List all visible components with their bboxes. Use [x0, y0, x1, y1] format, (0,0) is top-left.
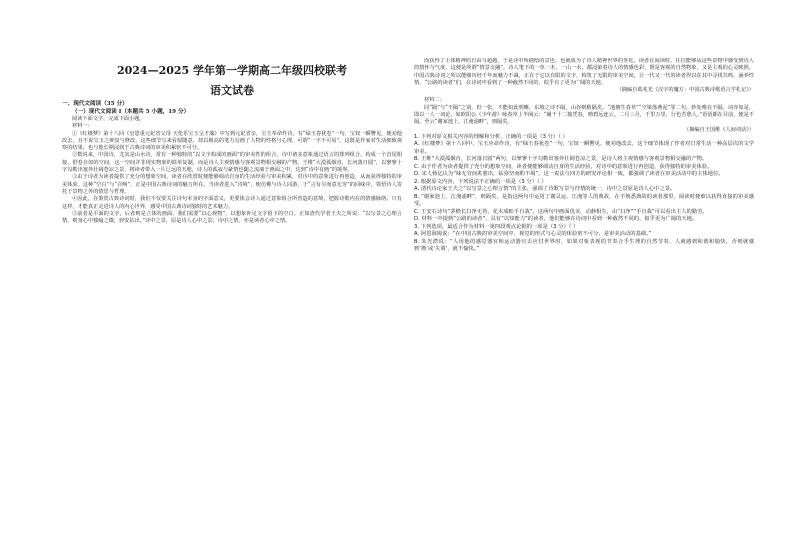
answer-option: A.《红楼梦》第十八回中，宝玉应命作诗，有“绿玉春犹卷”一句，宝钗一瞬瞥见，便劝他改去，这个细节体现了作者对日常生活一种高层次的文学审美。	[414, 141, 754, 155]
material-label: 材料二：	[424, 97, 445, 104]
question-stem: 3. 下列选项，最适合作为材料一第四段观点论据的一项是（3 分）（ ）	[414, 223, 579, 230]
answer-option: B. “谢家池上，江淹浦畔”，则隔矣，是指这两句中运用了谢灵运、江淹等人的典故，在不熟悉典故的读者那里，阅读时便难以获得直接的审美感受。	[414, 193, 754, 208]
paragraph-continuation: 而获得了主体精神的自由与超越，于是诗中所描绘的景色，也就成为了诗人精神世界的外化。读者在阅读时，往往能够从这些景物中感受到诗人的情怀与气度，这便是所谓“情景交融”。诗人笔下的一草一木、一山一水，都浸染着诗人的情感色彩，既是客观的自然物象，又是主观的心灵映照。中国古典诗词之所以能够历经千年而魅力不减，正在于它以有限的文字，构筑了无限的审美空间，让一代又一代的读者得以在其中寻找共鸣、涵养性情。“公路的读者”们，在诗词中看到了一种截然不同的、似乎有了更为广阔的天地。	[414, 58, 754, 86]
subject-title: 语文试卷	[210, 84, 254, 97]
material-paragraph: 同“隔”与“不隔”之别。但一张，不能如此明晰，东坡之诗不隔，山谷则稍隔矣。“池塘生春草”“空梁落燕泥”等二句，妙处唯在不隔。词亦如是。即以一人一词论，如欧阳公《少年游》咏春草上半阕云：“阑干十二独凭春，晴碧远连云。二月三月，千里万里，行色苦愁人。”语语都在目前，便是不隔。至云“谢家池上，江淹浦畔”，则隔矣。	[414, 104, 754, 126]
answer-option: A. 清代诗论家王夫之“以写景之心理言情”的主张，强调了诗歌写景与抒情的统一，诗中之景原是诗人心中之景。	[414, 186, 676, 193]
answer-option: D. 材料一中提到“公路的读者”，具有“以知能力”的读者，他们能够在诗词中看到一种截然不同的、似乎更为广阔的天地。	[414, 216, 698, 223]
exam-title: 2024—2025 学年第一学期高二年级四校联考	[116, 64, 348, 77]
paragraph: ⑤前者是平面的文字，后者则是立体的画面，我们需要“以心观物”，以想象补足文字留下的空白。正如清代学者王夫之所说：“以写景之心理言情，则身心中独喻之微，轻安拈出。”诗中之景，原是诗人心中之景；诗中之情，亦是读者心中之情。	[62, 210, 402, 225]
instruction-text: 阅读下面文字，完成下面小题。	[72, 116, 145, 122]
answer-option: C. 由于作者为读者提供了充分的想象空间，读者便能够调动自身的生活经验，对诗中的意象进行再创造，获得独特的审美体验。	[414, 163, 713, 170]
paragraph: ①《红楼梦》第十八回《皇恩重元妃省父母 天伦乐宝玉呈才藻》中写到元妃省亲，宝玉奉命作诗，有“绿玉春犹卷”一句，宝钗一瞬瞥见，便劝他改去，且不说宝玉之辩驳与修改，这些细节写来看似随意，却以极高的笔力勾画了人物的性格与心理，可谓“一字不可易”。这既是作家对生活细致观察的结果，也与他长期浸润于古典诗词的审美积累密不可分。	[62, 130, 402, 152]
answer-option: B. 王维“大漠孤烟直，长河落日圆”两句，以寥寥十字勾勒出塞外壮阔苍凉之景，是诗人将主观情感与客观景物相交融的产物。	[414, 156, 708, 163]
answer-option: C. 王安石诗句“茅檐长扫净无苔，花木成畦手自栽”，这两句中画面优美，动静相生，由“扫净”“手自栽”可以看出主人的勤劳。	[414, 208, 708, 215]
answer-option: A. 阿恩海姆说：“在中国古典的审美空间中，视觉的形式与心灵的体验密不可分，是审美活动的基础。”	[414, 231, 652, 238]
subsection-heading: （一）现代文阅读 I（本题共 5 小题，19 分）	[72, 109, 190, 115]
paragraph: ④因此，在鉴赏古典诗词时，我们不仅要关注诗句本身的字面意义，更要体会诗人通过意象组合所营造的意境，把握诗歌内在的情感脉络。只有这样，才能真正走进诗人的内心世界，感受中国古典诗词独特的艺术魅力。	[62, 196, 402, 210]
source-citation: （摘编自葛兆光《汉字的魔方：中国古典诗歌语言学札记》）	[616, 87, 754, 94]
right-column	[414, 58, 754, 542]
paragraph: ③由于诗者为读者提供了充分的想象空间，读者在欣赏时便能够调动自身的生活经验与审美积累，对诗中的意象进行再创造，从而获得独特的审美体验。这种“空白”与“召唤”，正是中国古典诗词的魅力所在。当读者进入“诗境”，便仿佛与诗人同游，于“言有尽而意无穷”的回味中，领悟诗人寄托于景物之外的情思与哲理。	[62, 174, 402, 195]
answer-option: B. 朱光潜说：“人用他的感觉器官和运动器官去应付世界时，如果对象表现的节奏合乎生理的自然节奏，人就感到和谐和愉快，否则就感到‘拗’或‘失调’，就不愉快。”	[414, 238, 754, 253]
section-heading: 一、现代文阅读（35 分）	[62, 101, 128, 107]
question-stem: 1. 下列对原文相关内容的理解和分析，正确的一项是（3 分）（ ）	[414, 133, 568, 140]
answer-option: D. 宋人杨亿认为“味无穷而炙愈出，钻弥坚而酌不竭”，这一说法与四方的研究评论相一致，都强调了读者在审美活动中的主体地位。	[414, 171, 724, 178]
left-column	[62, 100, 402, 544]
material-label: 材料一：	[72, 123, 93, 130]
paragraph: ②数说来，中国诗，尤其是山水诗，常有一种独特的“以文字构成的画面”的审美性的组合。诗中诸多意象通过语言的排列组合，构成一个首尾相接、舒卷自如的空间，这一空间并非现实物象的简单复制，而是诗人主观情感与客观景物相交融的产物。王维“大漠孤烟直，长河落日圆”，以寥寥十字勾勒出塞外壮阔苍凉之景，将读者带入一片辽远的天地，诗人的孤寂与豪情也随之流淌于画面之中，达到“诗中有画”的境界。	[62, 152, 402, 174]
source-citation: （摘编自王国维《人间词话》）	[683, 126, 754, 133]
question-stem: 2. 根据原文内容，下列说法不正确的一项是（3 分）（ ）	[414, 178, 547, 185]
